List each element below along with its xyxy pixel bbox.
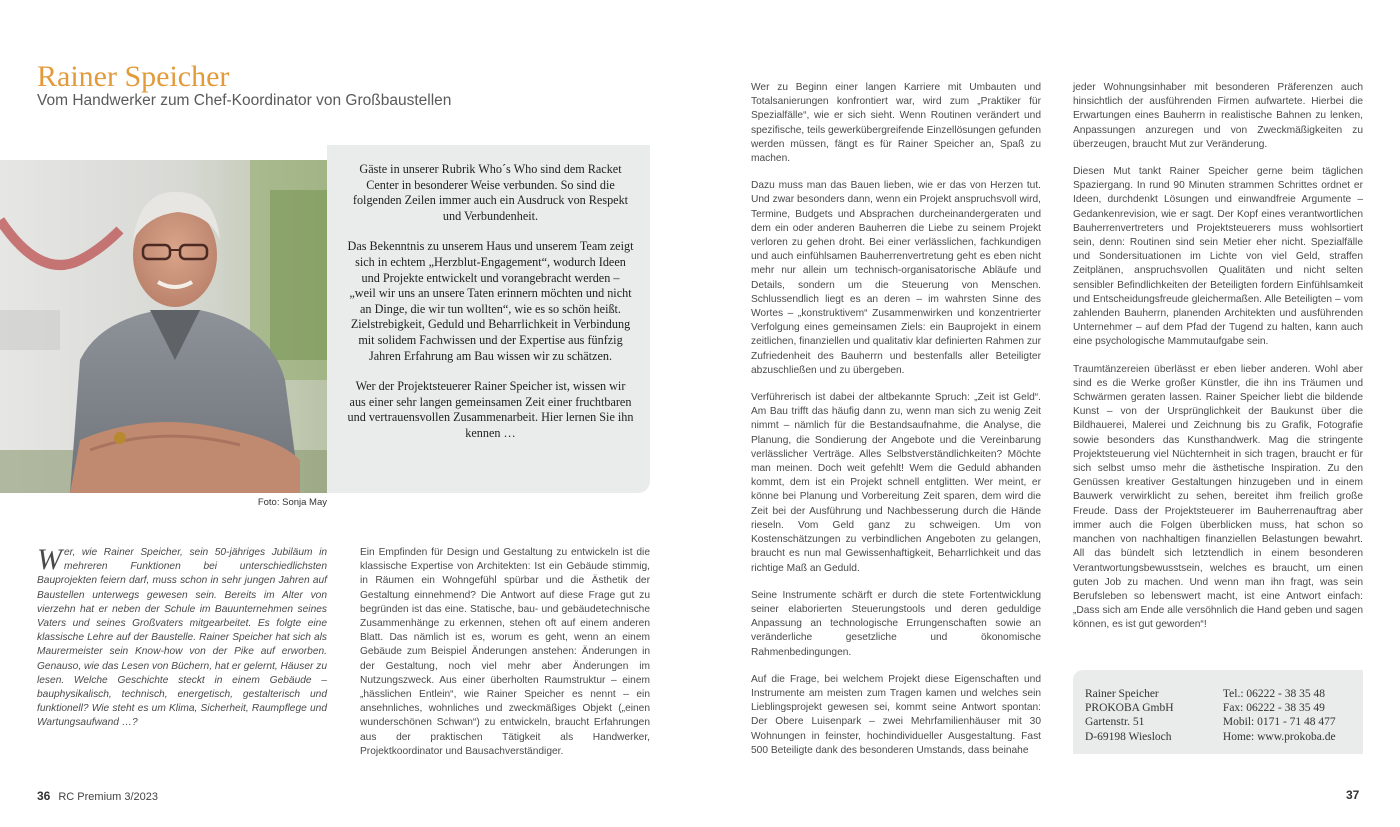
photo-credit: Foto: Sonja May: [257, 497, 327, 508]
intro-box: [327, 145, 650, 493]
drop-cap: W: [37, 543, 62, 576]
contact-company: PROKOBA GmbH: [1085, 702, 1174, 715]
body-paragraph: Wer zu Beginn einer langen Karriere mit Umbauten und Totalsanierungen konfrontiert war, wird zum „Praktiker für Spezialfälle“, wie er sich sieht. Wenn Routinen verändert und spezifische, teils gewerkübergreifende Einzellösungen gefunden werden müssen, fängt es für Rainer Speicher an, Spaß zu machen.: [751, 82, 1041, 165]
contact-box: [1073, 670, 1363, 754]
body-paragraph: Diesen Mut tankt Rainer Speicher gerne beim täglichen Spaziergang. In rund 90 Minuten strammen Schrittes ordnet er Ideen, durchdenkt Lösungen und einwandfreie Argumente – Gedankenrevision, wie er sagt. Der Kopf eines verantwortlichen Bauherrenvertreters und Projektsteuerers muss wohlsortiert sein, denn: Routinen sind sein Metier eher nicht. Spezialfälle und Sondersituationen im Lichte von viel Geld, straffen Zeitplänen, anspruchsvollen Qualitäten und nicht selten sensibler Befindlichkeiten der Beteiligten fordern Einfühlsamkeit und Entscheidungsfreude gleichermaßen. Alle Beteiligten – vom zahlenden Bauherrn, planenden Architekten und ausführenden Unternehmer – auf dem Pfad der Tugend zu halten, kann auch eine psychologische Mammutaufgabe sein.: [1073, 166, 1363, 348]
body-column-3: [751, 81, 1041, 771]
page-number-left: 36: [37, 789, 51, 803]
body-paragraph: Dazu muss man das Bauen lieben, wie er das von Herzen tut. Und zwar besonders dann, wenn ein Projekt anspruchsvoll wird, Termine, Budgets und Absprachen durcheinandergeraten und dem ein oder anderen Bauherren die Liebe zu seinem Projekt verloren zu gehen droht. Bei einer verlässlichen, fachkundigen und auch einfühlsamen Bauherrenvertretung geht es eben nicht mehr nur allein um technisch-organisatorische Abläufe und Details, sondern um die Steuerung von Menschen. Schlussendlich liegt es an deren – im wahrsten Sinne des Wortes – „konstruktivem“ Zusammenwirken und konzentrierter Verfolgung eines gemeinsamen Ziels: ein Bauprojekt in einem zeitlichen, finanziellen und qualitativ klar definierten Rahmen zur Zufriedenheit des Bauherrn und bestenfalls aller Beteiligter abzuschließen und zu übergeben.: [751, 180, 1041, 376]
contact-mobil: Mobil: 0171 - 71 48 477: [1222, 716, 1336, 729]
body-paragraph: jeder Wohnungsinhaber mit besonderen Präferenzen auch hinsichtlich der ausführenden Firmen aufwartete. Hierbei die Erwartungen eines Bauherrn in realistische Bahnen zu lenken, Anpassungen anzuregen und von Zweckmäßigkeiten zu überzeugen, braucht Mut zur Veränderung.: [1073, 82, 1363, 150]
body-paragraph: Auf die Frage, bei welchem Projekt diese Eigenschaften und Instrumente am meisten zum Tragen kamen und welches sein Lieblingsprojekt gewesen sei, kommt seine Antwort spontan: Der Obere Luisenpark – zwei Mehrfamilienhäuser mit 30 Wohnungen in feinster, hochindividueller Ausgestaltung. Fast 500 Beteiligte dank des besonderen Umstands, dass beinahe: [751, 673, 1041, 756]
contact-name: Rainer Speicher: [1085, 688, 1159, 700]
intro-paragraph: Gäste in unserer Rubrik Who´s Who sind dem Racket Center in besonderer Weise verbunden. So sind die folgenden Zeilen immer auch ein Ausdruck von Respekt und Verbundenheit.: [352, 162, 629, 223]
contact-numbers: [1223, 687, 1351, 754]
contact-address: [1085, 687, 1223, 754]
contact-city: D-69198 Wiesloch: [1085, 730, 1172, 743]
lead-paragraph: [37, 543, 327, 731]
contact-home: Home: www.prokoba.de: [1222, 730, 1336, 743]
footer-left: [37, 789, 158, 803]
body-paragraph: Traumtänzereien überlässt er eben lieber anderen. Wohl aber sind es die Werke großer Künstler, die ihn ins Träumen und Schwärmen geraten lassen. Rainer Speicher liebt die bildende Kunst – von der Ursprünglichkeit der Baukunst über die Bildhauerei, Malerei und Zeichnung bis zu Grafik, Fotografie sowie besonders das Kunsthandwerk. Mag die stringente Projektsteuerung viel Nüchternheit in sich tragen, braucht er für sich selbst umso mehr die ästhetische Inspiration. Zu den Genüssen kreativer Gestaltungen hinzugeben und in einem Bauwerk verwirklicht zu sehen, bereitet ihm freilich große Freude. Dass der Projektsteuerer im Bauherrenauftrag aber immer auch die Folgen überblicken muss, hat schon so manchen von nachhaltigen finanziellen Belastungen bewahrt. All das bündelt sich letztendlich in einem besonderen Verantwortungsbewusstsein, welches es braucht, um einen guten Job zu machen. Und wenn man ihn fragt, was sein Berufsleben so lebenswert macht, ist eine Antwort einfach: „Dass sich am Ende alle versöhnlich die Hand geben und sagen können, es ist gut geworden“!: [1073, 363, 1363, 631]
lead-paragraph-text: er, wie Rainer Speicher, sein 50-jähriges Jubiläum in mehreren Funktionen bei unterschiedlichsten Bauprojekten feiern darf, muss schon in sehr jungen Jahren auf Baustellen unterwegs gewesen sein. Bereits im Alter von vierzehn hat er neben der Schule im Bauunternehmen seines Vaters und seines Großvaters mitgearbeitet. Es folgte eine klassische Lehre auf der Baustelle. Rainer Speicher hat sich als Maurermeister sein Know-how von der Pike auf erworben. Genauso, wie das Lesen von Büchern, hat er gelernt, Häuser zu lesen. Welche Geschichte steckt in einem Gebäude – bauphysikalisch, technisch, energetisch, gestalterisch und funktionell? Wie steht es um Klima, Sicherheit, Raumpflege und Wartungsaufwand …?: [37, 547, 327, 729]
intro-paragraph: Das Bekenntnis zu unserem Haus und unserem Team zeigt sich in echtem „Herzblut-Engagement“, wodurch Ideen und Projekte entwickelt und vorangebracht werden – „weil wir uns an unsere Taten erinnern möchten und nicht an Dinge, die wir tun wollten“, wie es so schön heißt. Zielstrebigkeit, Geduld und Beharrlichkeit in Verbindung mit solidem Fachwissen und der Expertise aus fünfzig Jahren Erfahrung am Bau wissen wir zu schätzen.: [347, 239, 634, 363]
intro-paragraph: Wer der Projektsteuerer Rainer Speicher ist, wissen wir aus einer sehr langen gemeinsamen Zeit einer fruchtbaren und vertrauensvollen Zusammenarbeit. Hier lernen Sie ihn kennen …: [347, 379, 634, 440]
body-paragraph: Verführerisch ist dabei der altbekannte Spruch: „Zeit ist Geld“. Am Bau trifft das häufig dann zu, wenn man sich zu wenig Zeit nimmt – nämlich für die Bestandsaufnahme, die Analyse, die Planung, die Sondierung der Angebote und die Vereinbarung verlässlicher Verträge. Alles Selbstverständlichkeiten? Möchte man meinen. Doch weit gefehlt! Wem die Geduld abhanden kommt, dem ist ein Projekt schnell entglitten. Wer meint, er könne bei Planung und Vorbereitung Zeit sparen, dem wird die Zeit bei der Ausführung und Nachbesserung durch die Hände rieseln. Vom Geld ganz zu schweigen. Um von Kostenschätzungen zu verbindlichen Angeboten zu gelangen, braucht es nun mal Gewissenhaftigkeit, Beharrlichkeit und das richtige Maß an Geduld.: [751, 392, 1041, 574]
body-column-1: [37, 543, 327, 744]
body-paragraph: Seine Instrumente schärft er durch die stete Fortentwicklung seiner elaborierten Steuerungstools und deren geduldige Anpassung an technologische Errungenschaften sowie an veränderliche gesetzliche und ökonomische Rahmenbedingungen.: [751, 589, 1041, 658]
body-column-2: [360, 546, 650, 772]
publication-name: RC Premium 3/2023: [58, 791, 159, 803]
body-paragraph: Ein Empfinden für Design und Gestaltung zu entwickeln ist die klassische Expertise von Architekten: Ist ein Gebäude stimmig, in Räumen ein Wohngefühl spürbar und die Ästhetik der Gestaltung einnehmend? Die Antwort auf diese Frage gut zu begründen ist das eine. Statische, bau- und gebäudetechnische Zusammenhänge zu erkennen, stehen oft auf einem anderen Blatt. Das nämlich ist es, worum es geht, wenn an einem Gebäude zum Beispiel Änderungen anstehen: Änderungen in der Gestaltung, noch viel mehr aber Änderungen im Nutzungszweck. Aus einer überholten Raumstruktur – einem „hässlichen Entlein“, wie Rainer Speicher es nennt – ein ansehnliches, wohnliches und zweckmäßiges Objekt („einen wunderschönen Schwan“) zu entwickeln, braucht Erfahrungen aus der praktischen Tätigkeit als Handwerker, Projektkoordinator und Bausachverständiger.: [360, 547, 650, 757]
contact-tel: Tel.: 06222 - 38 35 48: [1222, 688, 1325, 700]
page-number-right: 37: [1346, 788, 1360, 802]
article-subtitle: Vom Handwerker zum Chef-Koordinator von Großbaustellen: [37, 92, 452, 109]
article-title: Rainer Speicher: [37, 60, 230, 93]
body-column-4: [1073, 81, 1363, 646]
contact-fax: Fax: 06222 - 38 35 49: [1222, 702, 1325, 715]
contact-street: Gartenstr. 51: [1085, 716, 1145, 729]
portrait-photo: [0, 160, 327, 493]
